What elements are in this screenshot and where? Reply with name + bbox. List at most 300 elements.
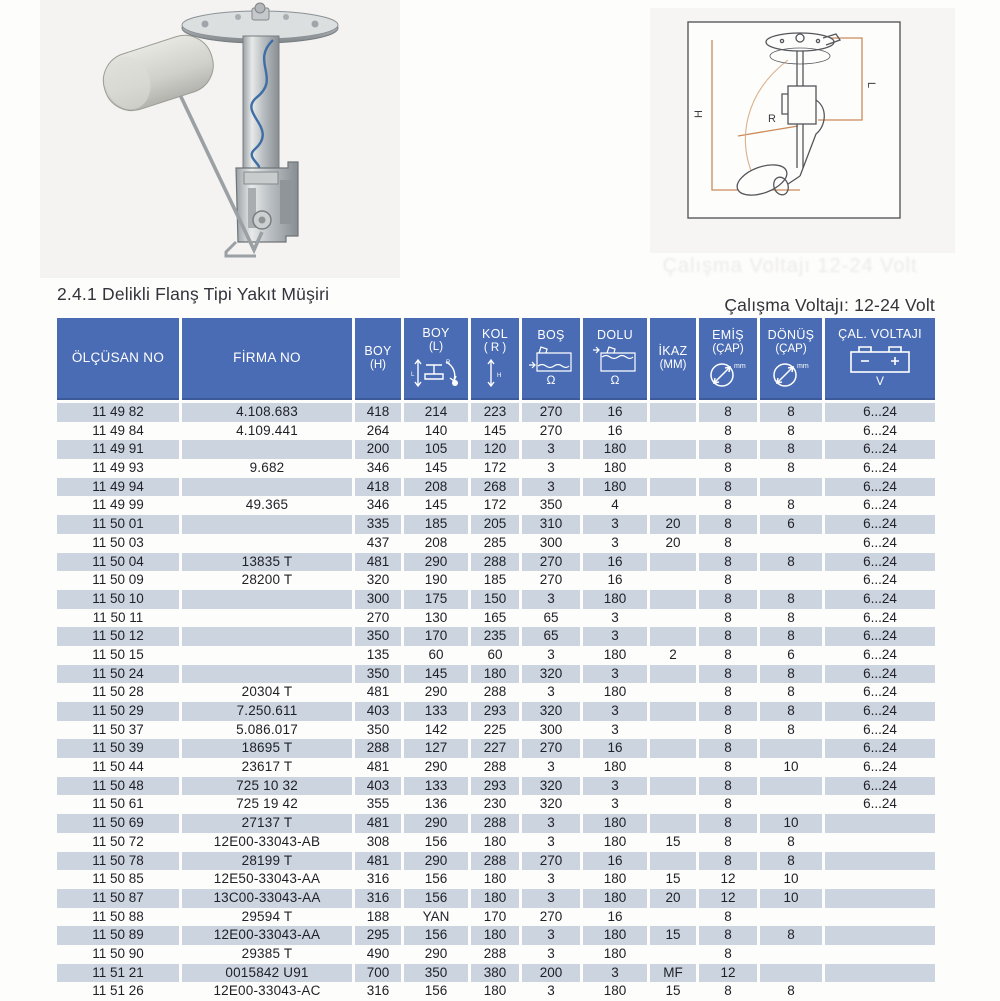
cell-ikaz — [650, 553, 696, 572]
cell-donus: 8 — [760, 403, 822, 422]
cell-voltaj: 6...24 — [825, 665, 935, 684]
cell-boy_h: 335 — [355, 515, 401, 534]
cell-bos: 3 — [547, 759, 555, 775]
cell-voltaj: 6...24 — [825, 627, 935, 646]
cell-kol_r: 293 — [471, 777, 519, 796]
cell-donus: 8 — [760, 926, 822, 945]
cell-donus: 8 — [787, 609, 795, 625]
table-row — [57, 833, 935, 852]
cell-boy_l: 156 — [424, 833, 448, 849]
cell-donus: 8 — [760, 665, 822, 684]
cell-boy_l: 145 — [404, 665, 468, 684]
cell-bos: 270 — [522, 403, 580, 422]
header-sub: (H) — [370, 358, 386, 371]
cell-kol_r: 288 — [483, 759, 507, 775]
diagram-label-r: R — [768, 113, 776, 125]
cell-voltaj: 6...24 — [863, 572, 897, 588]
cell-olcusan: 11 50 61 — [92, 796, 144, 812]
cell-donus: 8 — [787, 497, 795, 513]
cell-boy_l: 175 — [404, 590, 468, 609]
cell-emis: 8 — [724, 759, 732, 775]
cell-voltaj: 6...24 — [825, 440, 935, 459]
cell-boy_l: 208 — [424, 534, 448, 550]
cell-boy_h: 481 — [355, 553, 401, 572]
table-row — [57, 515, 935, 534]
cell-ikaz — [650, 627, 696, 646]
cell-bos: 300 — [539, 721, 563, 737]
cell-boy_h: 316 — [366, 871, 390, 887]
cell-dolu: 3 — [583, 702, 647, 721]
cell-voltaj — [825, 908, 935, 927]
header-label: EMİŞ — [712, 328, 744, 343]
cell-ikaz: 15 — [665, 871, 681, 887]
cell-donus: 8 — [760, 553, 822, 572]
cell-boy_l: 142 — [424, 721, 448, 737]
cell-bos: 3 — [522, 590, 580, 609]
cell-bos: 320 — [522, 665, 580, 684]
cell-donus: 8 — [787, 422, 795, 438]
cell-donus — [760, 571, 822, 590]
cell-emis: 12 — [699, 889, 757, 908]
cell-emis: 8 — [699, 852, 757, 871]
cell-dolu: 180 — [603, 646, 627, 662]
cell-dolu: 180 — [603, 684, 627, 700]
cell-kol_r: 60 — [487, 646, 503, 662]
tank-full-icon — [591, 345, 639, 373]
ohm-unit: Ω — [610, 372, 620, 387]
header-sub: (ÇAP) — [775, 342, 807, 355]
height-arrow-icon — [482, 357, 508, 389]
cell-boy_h: 481 — [366, 684, 390, 700]
cell-boy_h: 490 — [366, 945, 390, 961]
table-row — [57, 403, 935, 422]
header-sub: (ÇAP) — [712, 342, 744, 355]
cell-dolu: 3 — [583, 627, 647, 646]
header-sub: (MM) — [659, 358, 687, 371]
cell-emis: 8 — [699, 702, 757, 721]
cell-olcusan: 11 49 99 — [92, 497, 144, 513]
cell-dolu: 3 — [611, 609, 619, 625]
cell-ikaz: MF — [650, 964, 696, 983]
cell-kol_r: 180 — [483, 871, 507, 887]
cell-olcusan: 11 50 12 — [57, 627, 179, 646]
cell-bos: 320 — [522, 777, 580, 796]
cell-bos: 270 — [522, 553, 580, 572]
cell-ikaz — [650, 852, 696, 871]
cell-boy_h: 481 — [355, 814, 401, 833]
cell-boy_l: 214 — [404, 403, 468, 422]
table-row — [57, 459, 935, 478]
table-row — [57, 926, 935, 945]
cell-boy_l: 156 — [424, 983, 448, 999]
cell-dolu: 3 — [583, 964, 647, 983]
cell-firma — [182, 478, 352, 497]
table-row — [57, 422, 935, 441]
cell-dolu: 180 — [583, 440, 647, 459]
cell-boy_l: 156 — [404, 889, 468, 908]
cell-dolu: 180 — [583, 478, 647, 497]
cell-olcusan: 11 50 37 — [92, 721, 144, 737]
cell-firma: 49.365 — [245, 497, 289, 513]
cell-bos: 3 — [522, 926, 580, 945]
cell-boy_l: 127 — [404, 739, 468, 758]
cell-dolu: 180 — [603, 759, 627, 775]
cell-firma: 13835 T — [182, 553, 352, 572]
cell-kol_r: 120 — [471, 440, 519, 459]
cell-olcusan: 11 50 88 — [92, 908, 144, 924]
cell-ikaz — [650, 739, 696, 758]
mm-unit: mm — [734, 362, 746, 370]
cell-bos: 270 — [539, 572, 563, 588]
cell-voltaj: 6...24 — [825, 702, 935, 721]
cell-emis: 8 — [724, 497, 732, 513]
cell-olcusan: 11 50 01 — [57, 515, 179, 534]
cell-dolu: 180 — [603, 983, 627, 999]
cell-dolu: 3 — [583, 665, 647, 684]
cell-voltaj: 6...24 — [825, 478, 935, 497]
table-row — [57, 964, 935, 983]
cell-boy_l: 185 — [404, 515, 468, 534]
cell-ikaz — [650, 478, 696, 497]
cell-firma: 5.086.017 — [236, 721, 298, 737]
header-label: DOLU — [597, 328, 633, 343]
cell-dolu: 180 — [583, 926, 647, 945]
cell-donus: 10 — [760, 889, 822, 908]
cell-boy_h: 288 — [355, 739, 401, 758]
cell-boy_l: 60 — [428, 646, 444, 662]
cell-olcusan: 11 50 29 — [57, 702, 179, 721]
table-row — [57, 627, 935, 646]
cell-emis: 8 — [699, 627, 757, 646]
cell-bos: 3 — [547, 871, 555, 887]
cell-boy_h: 350 — [366, 721, 390, 737]
cell-voltaj — [825, 889, 935, 908]
cell-bos: 320 — [522, 702, 580, 721]
header-label: FİRMA NO — [233, 350, 301, 366]
cell-bos: 3 — [547, 460, 555, 476]
diameter-icon — [770, 358, 812, 388]
icon-label-h: H — [497, 372, 502, 379]
cell-olcusan: 11 50 69 — [57, 814, 179, 833]
cell-boy_l: 133 — [404, 777, 468, 796]
cell-firma: 725 19 42 — [236, 796, 298, 812]
cell-emis: 8 — [699, 515, 757, 534]
cell-firma — [182, 627, 352, 646]
mm-unit: mm — [797, 362, 809, 370]
cell-dolu: 180 — [603, 833, 627, 849]
cell-firma — [182, 515, 352, 534]
cell-boy_h: 316 — [366, 983, 390, 999]
cell-donus — [760, 534, 822, 553]
cell-kol_r: 165 — [483, 609, 507, 625]
cell-emis: 12 — [699, 964, 757, 983]
cell-donus — [760, 964, 822, 983]
cell-donus — [760, 945, 822, 964]
cell-kol_r: 180 — [471, 889, 519, 908]
cell-boy_h: 200 — [355, 440, 401, 459]
cell-olcusan: 11 50 04 — [57, 553, 179, 572]
cell-donus: 8 — [760, 590, 822, 609]
cell-ikaz — [650, 814, 696, 833]
cell-ikaz: 15 — [665, 983, 681, 999]
cell-firma: 20304 T — [241, 684, 293, 700]
cell-dolu: 16 — [607, 572, 623, 588]
cell-bos: 310 — [522, 515, 580, 534]
table-row — [57, 852, 935, 871]
cell-boy_l: 190 — [424, 572, 448, 588]
cell-ikaz: 20 — [650, 515, 696, 534]
cell-emis: 8 — [699, 665, 757, 684]
cell-boy_h: 700 — [355, 964, 401, 983]
cell-boy_l: 105 — [404, 440, 468, 459]
cell-voltaj: 6...24 — [825, 553, 935, 572]
cell-boy_h: 135 — [366, 646, 390, 662]
cell-firma: 12E00-33043-AA — [182, 926, 352, 945]
cell-boy_h: 300 — [355, 590, 401, 609]
cell-firma: 28200 T — [241, 572, 293, 588]
table-row — [57, 496, 935, 515]
table-row — [57, 571, 935, 590]
cell-bos: 320 — [539, 796, 563, 812]
table-row — [57, 553, 935, 572]
cell-ikaz — [650, 945, 696, 964]
cell-olcusan: 11 49 82 — [57, 403, 179, 422]
cell-ikaz — [650, 496, 696, 515]
cell-boy_l: 290 — [404, 553, 468, 572]
cell-ikaz — [650, 721, 696, 740]
cell-ikaz — [650, 422, 696, 441]
header-kol-r — [471, 318, 519, 400]
header-sub: (L) — [428, 340, 444, 353]
cell-firma: 7.250.611 — [182, 702, 352, 721]
cell-olcusan: 11 50 48 — [57, 777, 179, 796]
cell-kol_r: 235 — [471, 627, 519, 646]
cell-boy_h: 418 — [355, 403, 401, 422]
cell-emis: 8 — [724, 684, 732, 700]
cell-donus: 10 — [760, 814, 822, 833]
header-olcusan-no — [57, 318, 179, 400]
cell-boy_h: 308 — [366, 833, 390, 849]
cell-olcusan: 11 50 11 — [92, 609, 144, 625]
header-ikaz — [650, 318, 696, 400]
cell-voltaj: 6...24 — [825, 403, 935, 422]
parts-table — [57, 318, 935, 1001]
cell-dolu: 180 — [583, 590, 647, 609]
cell-firma — [182, 609, 352, 628]
cell-firma — [182, 534, 352, 553]
cell-donus: 10 — [783, 871, 799, 887]
cell-boy_l: 290 — [424, 684, 448, 700]
cell-firma: 27137 T — [182, 814, 352, 833]
cell-voltaj — [825, 982, 935, 1001]
cell-voltaj: 6...24 — [863, 759, 897, 775]
cell-emis: 12 — [720, 871, 736, 887]
cell-bos: 3 — [547, 646, 555, 662]
cell-olcusan: 11 51 26 — [92, 983, 144, 999]
icon-label-r: R — [446, 359, 451, 366]
cell-olcusan: 11 49 93 — [92, 460, 144, 476]
cell-bos: 3 — [522, 889, 580, 908]
volt-unit: V — [875, 373, 884, 388]
cell-boy_h: 403 — [355, 702, 401, 721]
table-row — [57, 478, 935, 497]
table-row — [57, 982, 935, 1001]
diagram-label-l: L — [865, 82, 877, 89]
cell-kol_r: 150 — [471, 590, 519, 609]
ohm-unit: Ω — [546, 372, 556, 387]
cell-firma — [182, 590, 352, 609]
cell-boy_l: 140 — [424, 422, 448, 438]
cell-kol_r: 172 — [483, 497, 507, 513]
cell-emis: 8 — [724, 460, 732, 476]
header-firma-no — [182, 318, 352, 400]
cell-boy_l: 133 — [404, 702, 468, 721]
cell-emis: 8 — [724, 422, 732, 438]
table-row — [57, 609, 935, 628]
cell-firma: 23617 T — [241, 759, 293, 775]
cell-emis: 8 — [699, 553, 757, 572]
cell-donus: 8 — [787, 833, 795, 849]
cell-boy_h: 264 — [366, 422, 390, 438]
table-row — [57, 945, 935, 964]
cell-bos: 3 — [547, 833, 555, 849]
cell-olcusan: 11 50 89 — [57, 926, 179, 945]
table-row — [57, 534, 935, 553]
cell-firma — [182, 646, 352, 665]
header-dolu — [583, 318, 647, 400]
table-row — [57, 739, 935, 758]
cell-boy_h: 270 — [366, 609, 390, 625]
header-label: İKAZ — [658, 344, 688, 359]
table-row — [57, 665, 935, 684]
cell-kol_r: 225 — [483, 721, 507, 737]
cell-olcusan: 11 50 24 — [57, 665, 179, 684]
cell-kol_r: 172 — [483, 460, 507, 476]
cell-boy_l: 290 — [424, 759, 448, 775]
cell-voltaj — [825, 852, 935, 871]
cell-voltaj: 6...24 — [863, 684, 897, 700]
cell-boy_l: 130 — [424, 609, 448, 625]
cell-firma: 725 10 32 — [182, 777, 352, 796]
cell-boy_h: 188 — [366, 908, 390, 924]
cell-boy_l: 208 — [404, 478, 468, 497]
cell-kol_r: 145 — [483, 422, 507, 438]
cell-ikaz: 20 — [650, 889, 696, 908]
header-label: BOŞ — [537, 328, 565, 343]
cell-donus — [760, 739, 822, 758]
cell-firma: 18695 T — [182, 739, 352, 758]
cell-ikaz — [650, 609, 696, 628]
ghost-watermark: Çalışma Voltajı 12-24 Volt — [662, 255, 918, 277]
cell-kol_r: 380 — [471, 964, 519, 983]
header-label: ÇAL. VOLTAJI — [838, 327, 922, 342]
cell-boy_l: 145 — [424, 497, 448, 513]
cell-ikaz — [650, 571, 696, 590]
section-title: 2.4.1 Delikli Flanş Tipi Yakıt Müşiri — [57, 284, 330, 304]
cell-firma: 28199 T — [182, 852, 352, 871]
header-label: ÖLÇÜSAN NO — [71, 350, 165, 366]
cell-firma: 4.109.441 — [236, 422, 298, 438]
cell-boy_h: 355 — [366, 796, 390, 812]
cell-voltaj: 6...24 — [863, 646, 897, 662]
cell-ikaz — [650, 459, 696, 478]
cell-bos: 3 — [547, 945, 555, 961]
cell-boy_h: 346 — [366, 460, 390, 476]
cell-bos: 3 — [522, 478, 580, 497]
cell-olcusan: 11 50 87 — [57, 889, 179, 908]
cell-dolu: 180 — [603, 945, 627, 961]
cell-boy_h: 316 — [355, 889, 401, 908]
cell-donus: 10 — [783, 759, 799, 775]
cell-ikaz — [650, 665, 696, 684]
cell-voltaj: 6...24 — [863, 422, 897, 438]
cell-emis: 8 — [699, 926, 757, 945]
cell-kol_r: 180 — [471, 926, 519, 945]
header-sub: ( R ) — [483, 341, 507, 354]
cell-boy_h: 350 — [355, 665, 401, 684]
header-boy-l — [404, 318, 468, 400]
cell-bos: 65 — [543, 609, 559, 625]
cell-emis: 8 — [724, 833, 732, 849]
cell-kol_r: 288 — [483, 945, 507, 961]
table-row — [57, 777, 935, 796]
cell-olcusan: 11 50 09 — [92, 572, 144, 588]
cell-dolu: 3 — [611, 721, 619, 737]
cell-dolu: 180 — [583, 889, 647, 908]
dimension-diagram-drawing — [650, 8, 955, 253]
cell-donus — [760, 777, 822, 796]
dimension-diagram — [650, 8, 955, 253]
cell-bos: 3 — [522, 814, 580, 833]
cell-boy_l: 290 — [404, 852, 468, 871]
cell-bos: 270 — [539, 908, 563, 924]
cell-olcusan: 11 50 72 — [92, 833, 144, 849]
cell-ikaz — [650, 702, 696, 721]
table-row — [57, 889, 935, 908]
header-boy-h — [355, 318, 401, 400]
cell-emis: 8 — [724, 572, 732, 588]
cell-emis: 8 — [724, 945, 732, 961]
header-cal-voltaji — [825, 318, 935, 400]
cell-firma: 0015842 U91 — [182, 964, 352, 983]
cell-bos: 3 — [522, 440, 580, 459]
header-emis — [699, 318, 757, 400]
table-body — [57, 403, 935, 1001]
cell-emis: 8 — [724, 534, 732, 550]
cell-olcusan: 11 50 90 — [92, 945, 144, 961]
cell-voltaj — [825, 964, 935, 983]
cell-dolu: 4 — [611, 497, 619, 513]
cell-voltaj: 6...24 — [825, 777, 935, 796]
cell-firma: 29385 T — [241, 945, 293, 961]
cell-donus: 8 — [760, 702, 822, 721]
cell-boy_l: 290 — [424, 945, 448, 961]
cell-ikaz — [650, 683, 696, 702]
cell-boy_h: 295 — [355, 926, 401, 945]
cell-ikaz — [650, 758, 696, 777]
cell-voltaj — [825, 833, 935, 852]
cell-dolu: 16 — [607, 422, 623, 438]
cell-olcusan: 11 49 91 — [57, 440, 179, 459]
cell-dolu: 3 — [583, 515, 647, 534]
table-row — [57, 702, 935, 721]
cell-ikaz — [650, 403, 696, 422]
header-label: KOL — [482, 327, 508, 342]
cell-donus — [760, 908, 822, 927]
cell-olcusan: 11 51 21 — [57, 964, 179, 983]
cell-dolu: 16 — [583, 403, 647, 422]
cell-boy_l: 156 — [424, 871, 448, 887]
